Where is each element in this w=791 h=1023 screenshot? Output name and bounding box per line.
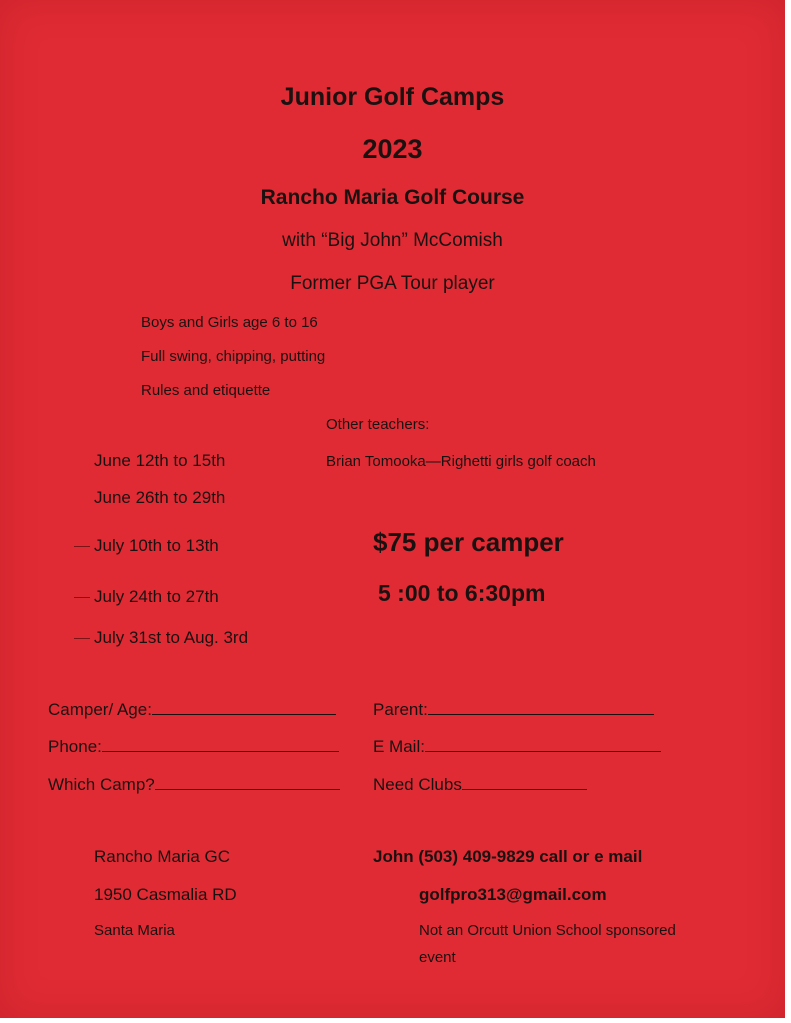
phone-label: Phone: bbox=[48, 737, 102, 756]
dash-mark bbox=[74, 546, 90, 547]
parent-field[interactable] bbox=[373, 700, 654, 720]
email-field[interactable] bbox=[373, 737, 661, 757]
instructor-line: with “Big John” McComish bbox=[282, 230, 503, 251]
need-clubs-line[interactable] bbox=[462, 775, 587, 790]
instructor-credential: Former PGA Tour player bbox=[290, 273, 495, 294]
need-clubs-label: Need Clubs bbox=[373, 775, 462, 794]
camp-date: July 31st to Aug. 3rd bbox=[94, 628, 249, 647]
which-camp-label: Which Camp? bbox=[48, 775, 155, 794]
disclaimer-line: event bbox=[419, 949, 456, 966]
phone-line[interactable] bbox=[102, 737, 339, 752]
camper-age-field[interactable] bbox=[48, 700, 336, 720]
which-camp-field[interactable] bbox=[48, 775, 340, 795]
contact-phone: John (503) 409-9829 call or e mail bbox=[373, 847, 643, 866]
camper-age-line[interactable] bbox=[152, 700, 336, 715]
disclaimer-line: Not an Orcutt Union School sponsored bbox=[419, 922, 676, 939]
email-line[interactable] bbox=[425, 737, 661, 752]
camp-date-row bbox=[74, 587, 219, 607]
flyer-year: 2023 bbox=[362, 134, 423, 164]
flyer-title: Junior Golf Camps bbox=[280, 83, 505, 111]
email-label: E Mail: bbox=[373, 737, 425, 756]
teachers-label: Other teachers: bbox=[326, 416, 430, 433]
dash-mark bbox=[74, 597, 90, 598]
camp-time: 5 :00 to 6:30pm bbox=[378, 580, 546, 606]
teacher-name: Brian Tomooka—Righetti girls golf coach bbox=[326, 453, 596, 470]
parent-line[interactable] bbox=[428, 700, 654, 715]
feature-item: Rules and etiquette bbox=[141, 382, 271, 399]
need-clubs-field[interactable] bbox=[373, 775, 587, 795]
camper-age-label: Camper/ Age: bbox=[48, 700, 152, 719]
address-city: Santa Maria bbox=[94, 922, 175, 939]
phone-field[interactable] bbox=[48, 737, 339, 757]
venue-name: Rancho Maria Golf Course bbox=[260, 186, 525, 209]
camp-date: July 24th to 27th bbox=[94, 587, 219, 606]
price: $75 per camper bbox=[373, 527, 564, 557]
camp-date: June 12th to 15th bbox=[94, 451, 226, 470]
which-camp-line[interactable] bbox=[155, 775, 340, 790]
address-street: 1950 Casmalia RD bbox=[94, 885, 237, 904]
camp-date-row bbox=[74, 536, 219, 556]
feature-item: Boys and Girls age 6 to 16 bbox=[141, 314, 318, 331]
camp-date: June 26th to 29th bbox=[94, 488, 226, 507]
contact-email: golfpro313@gmail.com bbox=[419, 885, 607, 904]
dash-mark bbox=[74, 638, 90, 639]
camp-date-row bbox=[74, 628, 248, 648]
camp-date: July 10th to 13th bbox=[94, 536, 219, 555]
feature-item: Full swing, chipping, putting bbox=[141, 348, 326, 365]
address-name: Rancho Maria GC bbox=[94, 847, 231, 866]
parent-label: Parent: bbox=[373, 700, 428, 719]
